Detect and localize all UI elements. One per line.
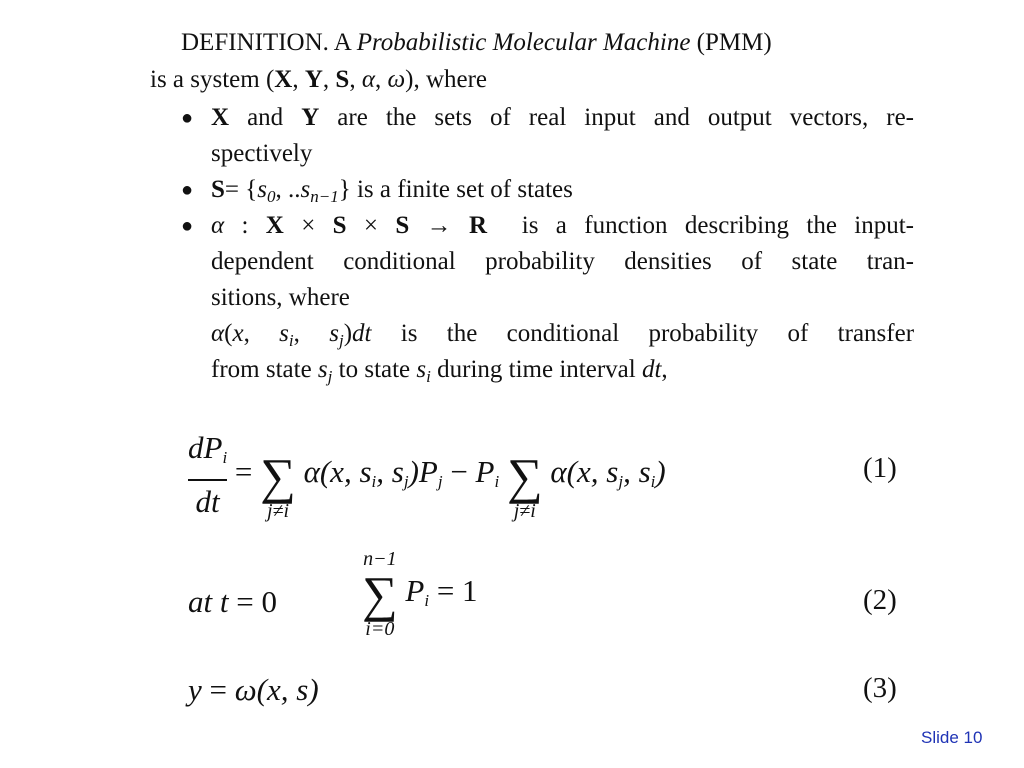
system-tuple: (X, Y, S, α, ω) <box>265 66 414 93</box>
slide-number: Slide 10 <box>921 728 983 747</box>
bullet-3-line-4: α(x, $s_i$, $s_j)dt$ is the conditional probability of transfer <box>211 320 915 350</box>
definition-line-2 <box>150 62 487 98</box>
equation-3-number: (3) <box>863 672 897 704</box>
bullet-3-line-3: sitions, where <box>211 284 350 311</box>
equation-1: $\frac{dP_i}{dt}$ = ∑ j≠i α(x, $s_i$, $s_j)P_j - P_i$ ∑ j≠i α(x, $s_j$, $s_i$) <box>188 430 666 522</box>
definition-line2-prefix: is a system <box>150 66 260 93</box>
sum-symbol: ∑ j≠i <box>506 448 543 522</box>
sum-symbol: ∑ j≠i <box>260 448 296 522</box>
bullet-1-line-2: spectively <box>211 140 313 167</box>
bullet-dot: ● <box>181 107 194 129</box>
definition-abbr: (PMM) <box>696 29 772 56</box>
equation-3: y = ω(x, s) <box>188 672 319 707</box>
bullet-dot: ● <box>181 215 194 237</box>
bullet-3-line-2: dependent conditional probability densities of state tran- <box>211 248 914 275</box>
equation-1-number: (1) <box>863 452 897 484</box>
bullet-1-line-1: X and Y are the sets of real input and output vectors, re- <box>211 104 914 131</box>
bullet-3-line-5: from state $s_j$ to state $s_i$ during time interval dt, <box>211 356 668 386</box>
equation-2-condition: at t = 0 <box>188 584 277 619</box>
derivative-fraction: $\frac{dP_i}{dt}$ <box>188 430 228 519</box>
definition-line-1 <box>181 25 772 61</box>
bullet-3-line-1: α : X × S × S → R is a function describing the input- <box>211 212 915 239</box>
equation-2-number: (2) <box>863 584 897 616</box>
definition-lead: DEFINITION. A <box>181 29 351 56</box>
definition-line2-suffix: , where <box>413 66 488 93</box>
equation-2: n−1 ∑ i=0 $P_i = 1$ <box>362 548 478 640</box>
bullet-2-line-1: $S= \{s_0$, $..s_{n-1}$} is a finite set of states <box>211 176 573 206</box>
bullet-dot: ● <box>181 179 194 201</box>
sum-symbol: n−1 ∑ i=0 <box>362 548 398 640</box>
definition-term: Probabilistic Molecular Machine <box>356 29 691 56</box>
